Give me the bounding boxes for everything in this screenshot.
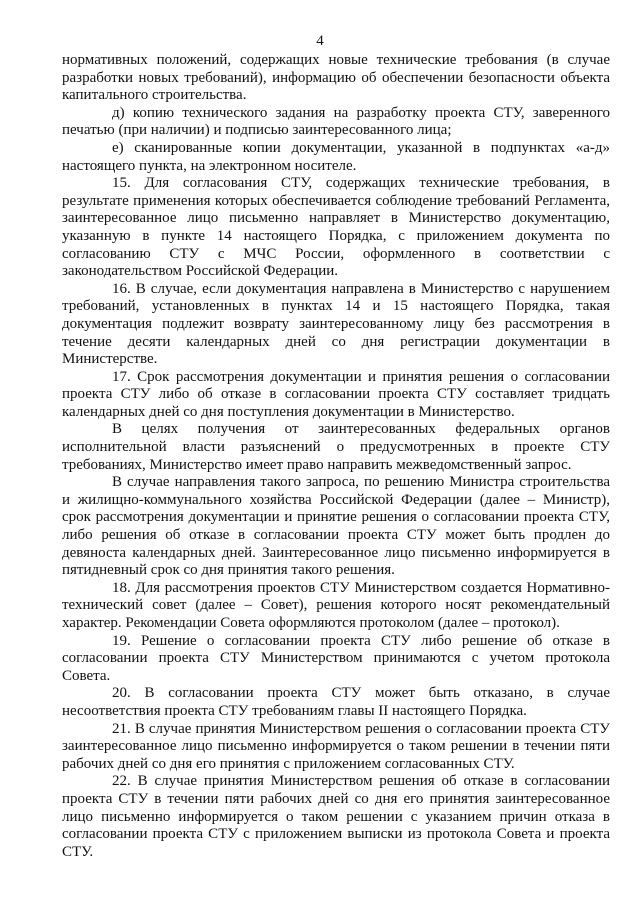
paragraph-18: 18. Для рассмотрения проектов СТУ Министерством создается Нормативно-технический совет (далее – Совет), решения которого носят рекомендательный характер. Рекомендации Совета оформляются протоколом (далее – протокол). [62, 579, 610, 631]
document-body [62, 52, 610, 861]
paragraph-16: 16. В случае, если документация направлена в Министерство с нарушением требований, установленных в пунктах 14 и 15 настоящего Порядка, такая документация подлежит возврату заинтересованному лицу без рассмотрения в течение десяти календарных дней со дня регистрации документации в Министерстве. [62, 280, 610, 368]
paragraph-15: 15. Для согласования СТУ, содержащих технические требования, в результате применения которых обеспечивается соблюдение требований Регламента, заинтересованное лицо письменно направляет в Министерство документацию, указанную в пункте 14 настоящего Порядка, с приложением документа по согласованию СТУ с МЧС России, оформленного в соответствии с законодательством Российской Федерации. [62, 175, 610, 280]
paragraph-17-extension: В случае направления такого запроса, по решению Министра строительства и жилищно-коммунального хозяйства Российской Федерации (далее – Министр), срок рассмотрения документации и принятие решения о согласовании проекта СТУ, либо решения об отказе в согласовании проекта СТУ может быть продлен до девяноста календарных дней. Заинтересованное лицо письменно информируется в пятидневный срок со дня принятия такого решения. [62, 474, 610, 579]
paragraph-continuation: нормативных положений, содержащих новые технические требования (в случае разработки новых требований), информацию об обеспечении безопасности объекта капитального строительства. [62, 52, 610, 104]
paragraph-20: 20. В согласовании проекта СТУ может быть отказано, в случае несоответствия проекта СТУ требованиям главы II настоящего Порядка. [62, 685, 610, 719]
paragraph-17-interagency-request: В целях получения от заинтересованных федеральных органов исполнительной власти разъяснений о предусмотренных в проекте СТУ требованиях, Министерство имеет право направить межведомственный запрос. [62, 421, 610, 473]
paragraph-item-e: е) сканированные копии документации, указанной в подпунктах «а-д» настоящего пункта, на электронном носителе. [62, 139, 610, 174]
paragraph-item-d: д) копию технического задания на разработку проекта СТУ, заверенного печатью (при наличии) и подписью заинтересованного лица; [62, 104, 610, 139]
page-number: 4 [316, 33, 324, 49]
paragraph-17: 17. Срок рассмотрения документации и принятия решения о согласовании проекта СТУ либо об отказе в согласовании проекта СТУ составляет тридцать календарных дней со дня поступления документации в Министерство. [62, 368, 610, 420]
paragraph-19: 19. Решение о согласовании проекта СТУ либо решение об отказе в согласовании проекта СТУ Министерством принимаются с учетом протокола Совета. [62, 632, 610, 684]
paragraph-21: 21. В случае принятия Министерством решения о согласовании проекта СТУ заинтересованное лицо письменно информируется о таком решении в течении пяти рабочих дней со дня его принятия с приложением согласованных СТУ. [62, 720, 610, 772]
paragraph-22: 22. В случае принятия Министерством решения об отказе в согласовании проекта СТУ в течении пяти рабочих дней со дня его принятия заинтересованное лицо письменно информируется о таком решении с указанием причин отказа в согласовании проекта СТУ с приложением выписки из протокола Совета и проекта СТУ. [62, 773, 610, 860]
